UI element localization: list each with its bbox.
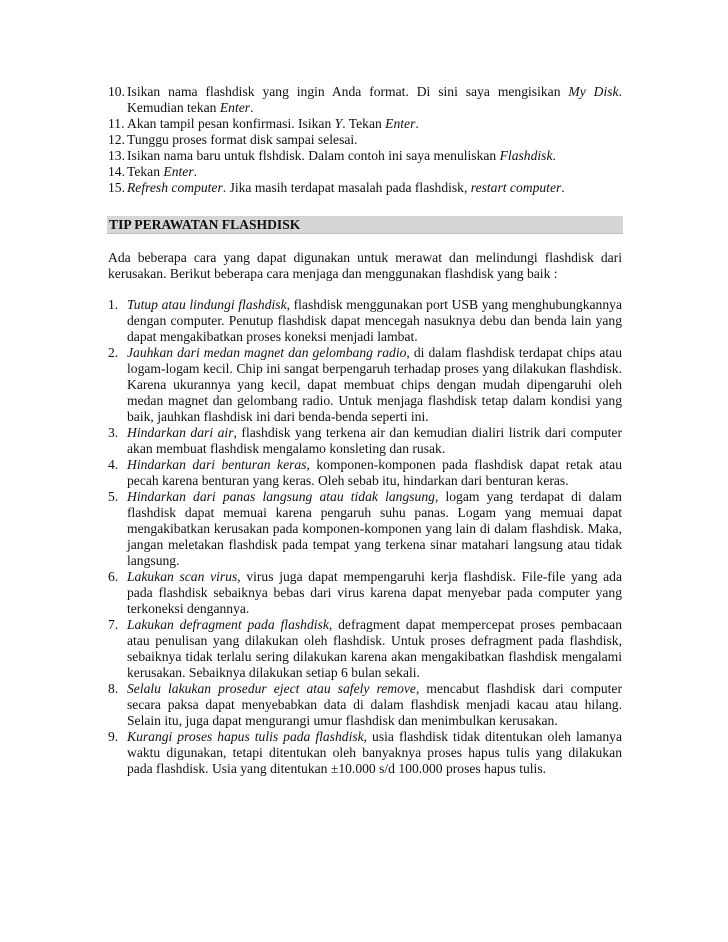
text-run: , logam yang terdapat di dalam flashdisk dapat memuai karena pengaruh suhu panas. Logam yang memuai dapat mengakibatkan kerusakan pada komponen-komponen yang lain di dalam flashdisk. Maka, jangan meletakan flashdisk pada tempat yang terkena sinar matahari langsung atau tidak langsung. <box>127 489 623 568</box>
text-run-italic: restart computer <box>470 180 562 195</box>
list-item <box>108 180 622 196</box>
list-number: 7. <box>108 617 119 632</box>
text-run: , komponen-komponen pada flashdisk dapat retak atau pecah karena benturan yang keras. Oleh sebab itu, hindarkan dari benturan keras. <box>127 457 622 488</box>
list-number: 3. <box>108 425 119 440</box>
text-run: . <box>193 164 198 179</box>
text-run: Tekan <box>127 164 164 179</box>
list-item <box>108 681 622 729</box>
list-item <box>108 345 622 425</box>
text-run-italic: Enter <box>163 164 194 179</box>
text-run: Akan tampil pesan konfirmasi. Isikan <box>127 116 335 131</box>
list-item <box>108 84 622 116</box>
list-number: 2. <box>108 345 119 360</box>
list-item <box>108 148 622 164</box>
list-item <box>108 489 622 569</box>
intro-paragraph: Ada beberapa cara yang dapat digunakan untuk merawat dan melindungi flashdisk dari kerusakan. Berikut beberapa cara menjaga dan menggunakan flashdisk yang baik : <box>108 250 622 281</box>
text-run: . <box>250 100 254 115</box>
text-run: , di dalam flashdisk terdapat chips atau logam-logam kecil. Chip ini sangat berpengaruh terhadap proses yang dilakukan flashdisk. Karena ukurannya yang kecil, dapat membuat chips dengan mudah dipengaruhi oleh medan magnet dan gelombang radio. Untuk menjaga flashdisk tetap dalam kondisi yang baik, jauhkan flashdisk ini dari benda-benda seperti ini. <box>127 345 622 424</box>
text-run: . Tekan <box>342 116 386 131</box>
text-run: . <box>561 180 565 195</box>
list-item <box>108 132 622 148</box>
text-run: , defragment dapat mempercepat proses pembacaan atau penulisan yang dilakukan oleh flashdisk. Untuk proses defragment pada flashdisk, sebaiknya tidak terlalu sering dilakukan karena akan mengakibatkan flashdisk mengalami kerusakan. Sebaiknya dilakukan setiap 6 bulan sekali. <box>127 617 622 680</box>
text-run: Isikan nama flashdisk yang ingin Anda format. Di sini saya mengisikan <box>127 84 569 99</box>
text-run: , usia flashdisk tidak ditentukan oleh lamanya waktu digunakan, tetapi ditentukan oleh banyaknya proses hapus tulis yang dilakukan pada flashdisk. Usia yang ditentukan ±10.000 s/d 100.000 proses hapus tulis. <box>127 729 622 776</box>
section-heading: TIP PERAWATAN FLASHDISK <box>107 216 623 234</box>
tips-list <box>108 297 622 777</box>
text-run: . Kemudian tekan <box>127 84 622 115</box>
text-run-italic: Y <box>334 116 343 131</box>
text-run: , flashdisk menggunakan port USB yang menghubungkannya dengan computer. Penutup flashdisk dapat mencegah nasuknya debu dan benda lain yang dapat mengakibatkan proses koneksi menjadi lambat. <box>127 297 622 344</box>
text-run: , virus juga dapat mempengaruhi kerja flashdisk. File-file yang ada pada flashdisk sebaiknya bebas dari virus karena dapat menyebar pada computer yang terkoneksi dengannya. <box>127 569 622 616</box>
list-item <box>108 617 622 681</box>
text-run-italic: Hindarkan dari air <box>127 425 234 440</box>
text-run-italic: Refresh computer <box>127 180 223 195</box>
list-number: 10. <box>108 84 125 99</box>
text-run: . <box>552 148 556 163</box>
text-run-italic: My Disk <box>568 84 619 99</box>
list-number: 12. <box>108 132 125 147</box>
text-run: , flashdisk yang terkena air dan kemudian dialiri listrik dari computer akan membuat flashdisk mengalamo konsleting dan rusak. <box>127 425 622 456</box>
text-run-italic: Lakukan scan virus <box>127 569 238 584</box>
list-number: 15. <box>108 180 125 195</box>
text-run-italic: Flashdisk <box>499 148 553 163</box>
list-item <box>108 164 622 180</box>
text-run-italic: Jauhkan dari medan magnet dan gelombang radio <box>127 345 407 360</box>
list-item <box>108 457 622 489</box>
format-steps-list <box>108 84 622 196</box>
text-run-italic: Kurangi proses hapus tulis pada flashdisk <box>127 729 364 744</box>
list-item <box>108 569 622 617</box>
text-run: , mencabut flashdisk dari computer secara paksa dapat menyebabkan data di dalam flashdisk menjadi kacau atau hilang. Selain itu, juga dapat mengurangi umur flashdisk dan menimbulkan kerusakan. <box>127 681 622 728</box>
text-run-italic: Tutup atau lindungi flashdisk <box>127 297 287 312</box>
list-item <box>108 425 622 457</box>
list-item <box>108 729 622 777</box>
list-number: 11. <box>108 116 125 131</box>
list-number: 14. <box>108 164 125 179</box>
text-run: Isikan nama baru untuk flshdisk. Dalam contoh ini saya menuliskan <box>127 148 500 163</box>
text-run: Tunggu proses format disk sampai selesai. <box>127 132 358 147</box>
text-run-italic: Hindarkan dari benturan keras <box>127 457 307 472</box>
text-run: . <box>415 116 419 131</box>
list-number: 1. <box>108 297 119 312</box>
list-number: 6. <box>108 569 119 584</box>
text-run-italic: Enter <box>219 100 251 115</box>
list-number: 5. <box>108 489 119 504</box>
text-run: . Jika masih terdapat masalah pada flashdisk, <box>222 180 471 195</box>
text-run-italic: Hindarkan dari panas langsung atau tidak langsung <box>127 489 435 504</box>
list-item <box>108 297 622 345</box>
list-item <box>108 116 622 132</box>
list-number: 13. <box>108 148 125 163</box>
list-number: 8. <box>108 681 119 696</box>
list-number: 9. <box>108 729 119 744</box>
list-number: 4. <box>108 457 119 472</box>
text-run-italic: Enter <box>385 116 416 131</box>
text-run-italic: Lakukan defragment pada flashdisk <box>127 617 329 632</box>
text-run-italic: Selalu lakukan prosedur eject atau safely remove <box>127 681 416 696</box>
